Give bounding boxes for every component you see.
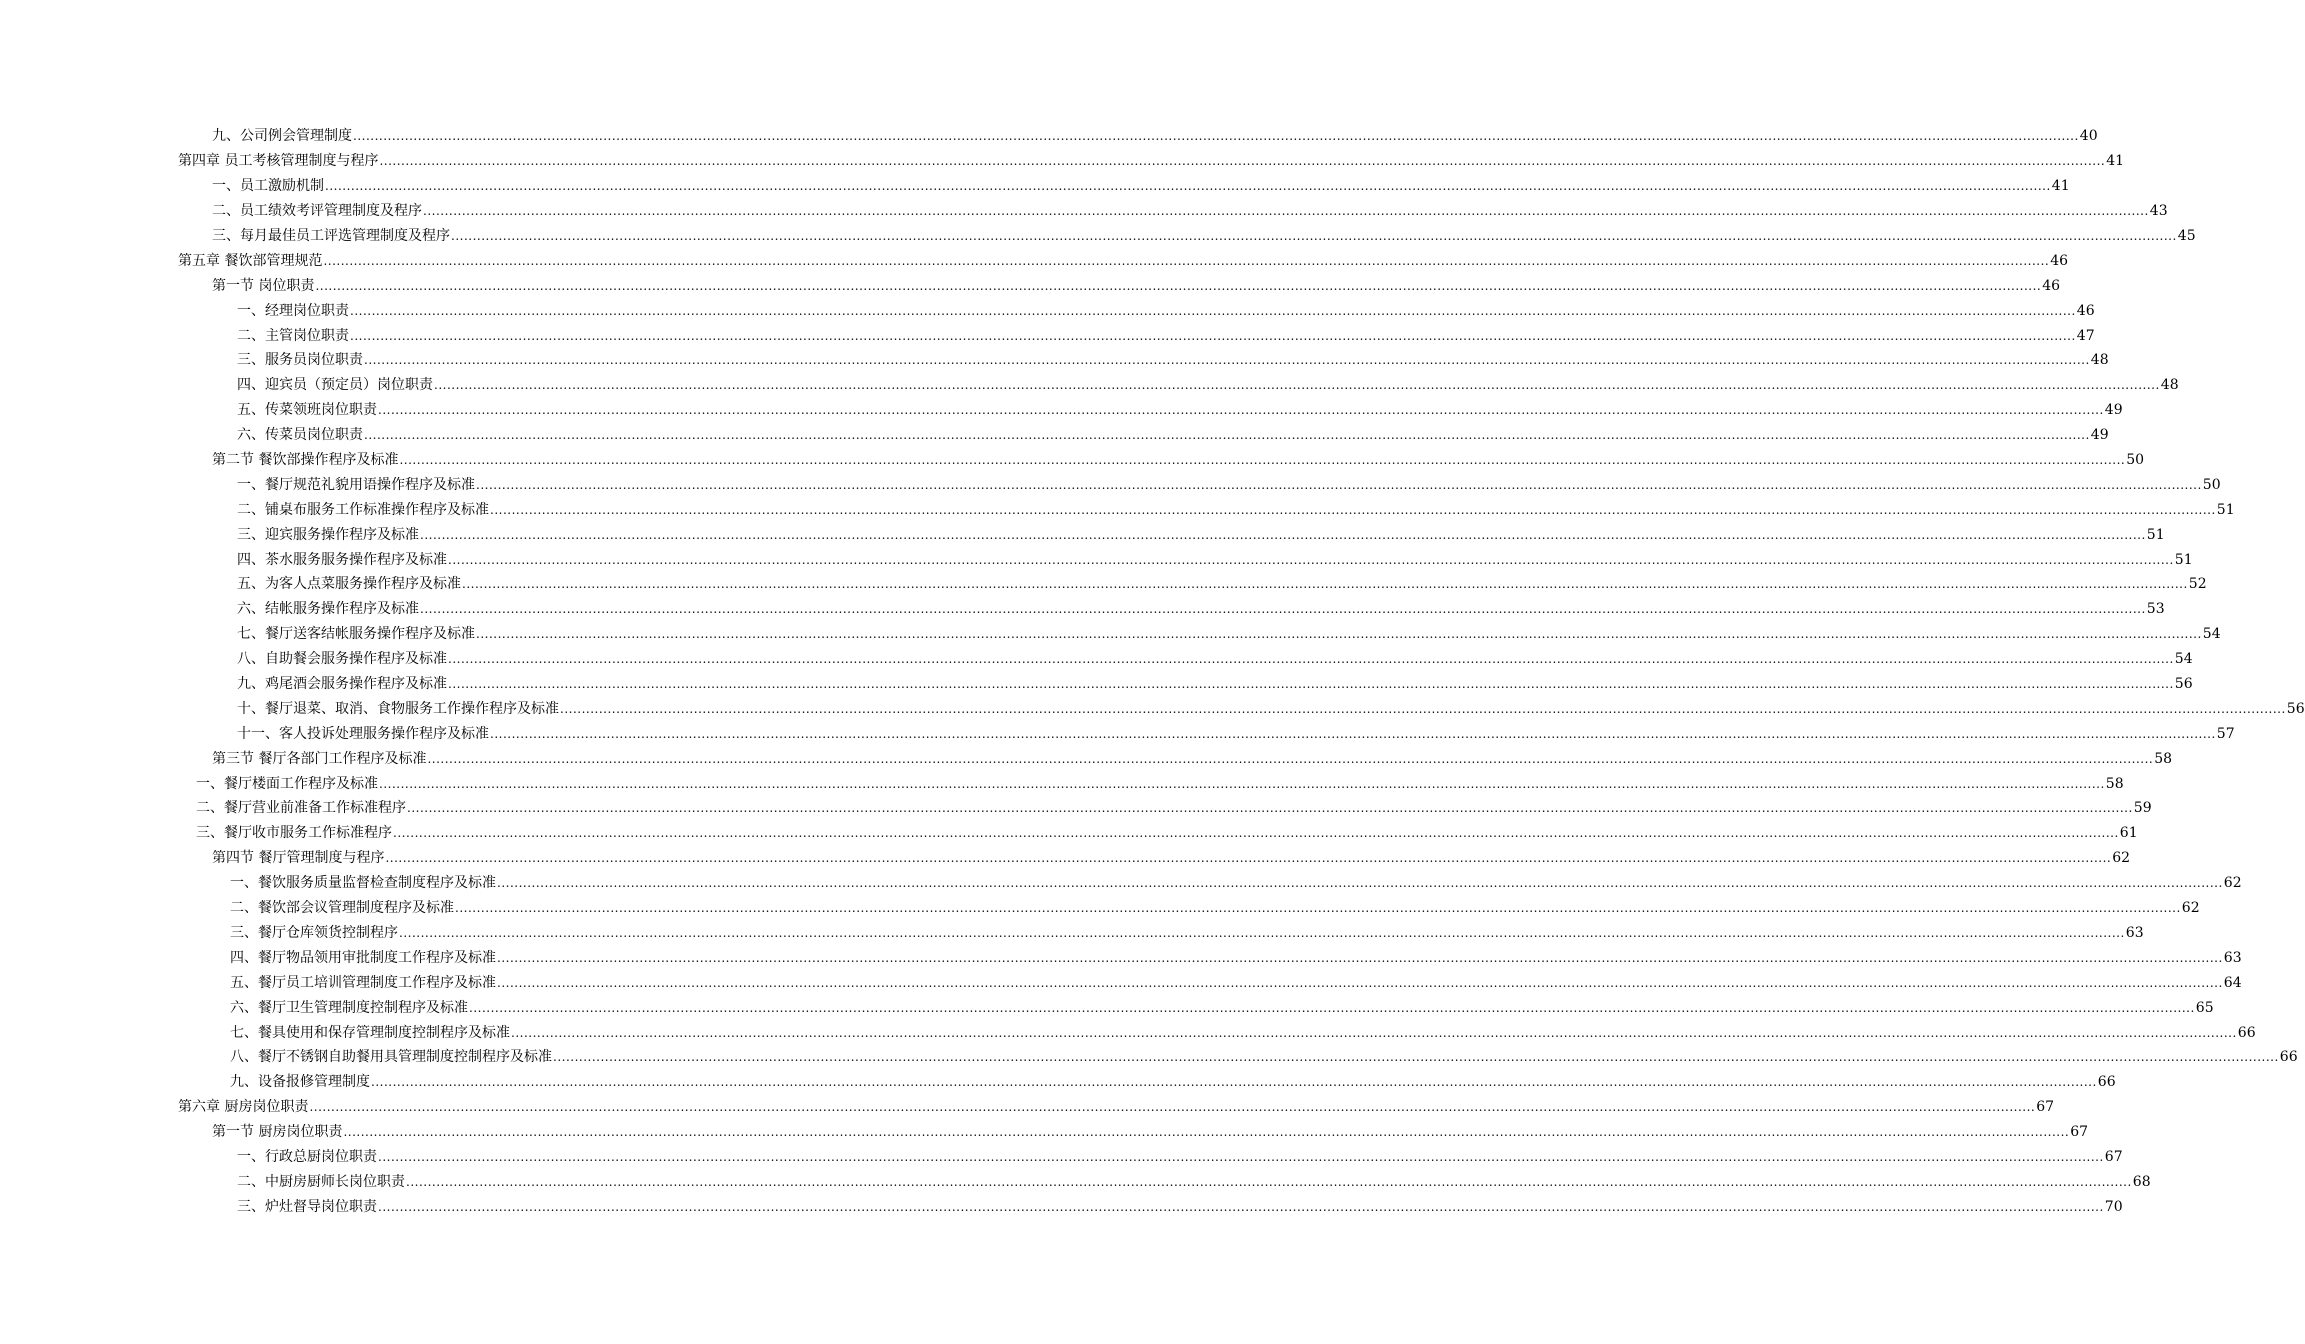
toc-page-number: 46	[2076, 302, 2095, 319]
toc-page-number: 47	[2076, 327, 2095, 344]
toc-dot-leader: ................................................................................................................................................................................................................................................................................................................................................................................................................	[378, 1199, 2104, 1214]
toc-dot-leader: ................................................................................................................................................................................................................................................................................................................................................................................................................	[379, 776, 2105, 791]
toc-page-number: 48	[2160, 377, 2179, 394]
toc-entry[interactable]	[0, 746, 2173, 771]
toc-page-number: 67	[2070, 1124, 2089, 1141]
toc-entry-title: 第六章 厨房岗位职责	[178, 1099, 309, 1116]
toc-entry[interactable]	[0, 323, 2095, 348]
toc-dot-leader: ................................................................................................................................................................................................................................................................................................................................................................................................................	[427, 751, 2154, 766]
toc-dot-leader: ................................................................................................................................................................................................................................................................................................................................................................................................................	[476, 627, 2202, 642]
toc-dot-leader: ................................................................................................................................................................................................................................................................................................................................................................................................................	[448, 652, 2174, 667]
toc-page-number: 66	[2237, 1024, 2256, 1041]
toc-entry[interactable]	[0, 970, 2242, 995]
toc-entry-title: 五、为客人点菜服务操作程序及标准	[237, 576, 461, 593]
toc-entry-title: 第二节 餐饮部操作程序及标准	[212, 452, 399, 469]
toc-entry-title: 八、自助餐会服务操作程序及标准	[237, 651, 447, 668]
toc-dot-leader: ................................................................................................................................................................................................................................................................................................................................................................................................................	[343, 1125, 2070, 1140]
toc-entry[interactable]	[0, 298, 2095, 323]
toc-page-number: 51	[2146, 526, 2165, 543]
toc-entry-title: 三、餐厅收市服务工作标准程序	[196, 825, 392, 842]
toc-dot-leader: ................................................................................................................................................................................................................................................................................................................................................................................................................	[378, 403, 2104, 418]
toc-dot-leader: ................................................................................................................................................................................................................................................................................................................................................................................................................	[315, 278, 2042, 293]
toc-page-number: 63	[2125, 924, 2144, 941]
toc-dot-leader: ................................................................................................................................................................................................................................................................................................................................................................................................................	[451, 229, 2177, 243]
toc-entry[interactable]	[0, 597, 2165, 622]
toc-dot-leader: ................................................................................................................................................................................................................................................................................................................................................................................................................	[497, 876, 2223, 891]
toc-entry[interactable]	[0, 921, 2144, 946]
toc-dot-leader: ................................................................................................................................................................................................................................................................................................................................................................................................................	[560, 701, 2286, 716]
toc-page-number: 59	[2133, 800, 2152, 817]
toc-entry[interactable]	[0, 796, 2152, 821]
toc-dot-leader: ................................................................................................................................................................................................................................................................................................................................................................................................................	[350, 303, 2076, 318]
toc-entry[interactable]	[0, 821, 2138, 846]
toc-dot-leader: ................................................................................................................................................................................................................................................................................................................................................................................................................	[353, 129, 2079, 144]
toc-entry[interactable]	[0, 696, 2305, 721]
toc-page-number: 64	[2223, 974, 2242, 991]
toc-entry-title: 四、茶水服务服务操作程序及标准	[237, 551, 447, 568]
toc-dot-leader: ................................................................................................................................................................................................................................................................................................................................................................................................................	[469, 1000, 2195, 1015]
toc-entry-title: 三、迎宾服务操作程序及标准	[237, 526, 419, 543]
toc-dot-leader: ................................................................................................................................................................................................................................................................................................................................................................................................................	[378, 1149, 2104, 1164]
toc-page-number: 51	[2174, 551, 2193, 568]
toc-entry-title: 二、餐厅营业前准备工作标准程序	[196, 800, 406, 817]
toc-dot-leader: ................................................................................................................................................................................................................................................................................................................................................................................................................	[476, 477, 2202, 492]
toc-entry-title: 九、鸡尾酒会服务操作程序及标准	[237, 676, 447, 693]
toc-page-number: 46	[2050, 252, 2069, 269]
toc-dot-leader: ................................................................................................................................................................................................................................................................................................................................................................................................................	[553, 1050, 2279, 1065]
toc-entry-title: 二、员工绩效考评管理制度及程序	[212, 203, 422, 220]
toc-page-number: 54	[2174, 651, 2193, 668]
toc-page-number: 51	[2216, 501, 2235, 518]
toc-dot-leader: ................................................................................................................................................................................................................................................................................................................................................................................................................	[379, 154, 2106, 169]
toc-entry-title: 七、餐具使用和保存管理制度控制程序及标准	[230, 1024, 510, 1041]
toc-page-number: 70	[2104, 1198, 2123, 1215]
toc-dot-leader: ................................................................................................................................................................................................................................................................................................................................................................................................................	[399, 925, 2125, 940]
toc-dot-leader: ................................................................................................................................................................................................................................................................................................................................................................................................................	[323, 253, 2050, 268]
toc-dot-leader: ................................................................................................................................................................................................................................................................................................................................................................................................................	[364, 428, 2090, 443]
toc-page-number: 50	[2126, 452, 2145, 469]
toc-dot-leader: ................................................................................................................................................................................................................................................................................................................................................................................................................	[309, 1100, 2036, 1115]
toc-entry-title: 二、铺桌布服务工作标准操作程序及标准	[237, 501, 489, 518]
toc-dot-leader: ................................................................................................................................................................................................................................................................................................................................................................................................................	[448, 677, 2174, 692]
toc-dot-leader: ................................................................................................................................................................................................................................................................................................................................................................................................................	[423, 204, 2149, 219]
toc-entry[interactable]	[0, 348, 2109, 373]
toc-entry-title: 六、传菜员岗位职责	[237, 427, 363, 444]
toc-entry-title: 第五章 餐饮部管理规范	[178, 252, 323, 269]
toc-entry[interactable]	[0, 522, 2165, 547]
toc-page-number: 56	[2286, 700, 2305, 717]
toc-dot-leader: ................................................................................................................................................................................................................................................................................................................................................................................................................	[420, 602, 2146, 617]
toc-entry[interactable]	[0, 871, 2242, 896]
toc-dot-leader: ................................................................................................................................................................................................................................................................................................................................................................................................................	[490, 726, 2216, 741]
toc-entry[interactable]	[0, 771, 2124, 796]
toc-entry-title: 二、餐饮部会议管理制度程序及标准	[230, 900, 454, 917]
toc-page-number: 67	[2036, 1099, 2055, 1116]
toc-entry-title: 一、餐厅楼面工作程序及标准	[196, 775, 378, 792]
toc-page-number: 62	[2223, 875, 2242, 892]
toc-entry[interactable]	[0, 248, 2069, 273]
toc-entry[interactable]	[0, 448, 2145, 473]
toc-page-number: 62	[2112, 850, 2131, 867]
toc-page-number: 52	[2188, 576, 2207, 593]
toc-entry[interactable]	[0, 199, 2168, 224]
toc-entry[interactable]	[0, 497, 2235, 522]
toc-dot-leader: ................................................................................................................................................................................................................................................................................................................................................................................................................	[393, 826, 2119, 841]
toc-page-number: 53	[2146, 601, 2165, 618]
toc-entry[interactable]	[0, 423, 2109, 448]
toc-dot-leader: ................................................................................................................................................................................................................................................................................................................................................................................................................	[462, 577, 2188, 592]
toc-entry[interactable]	[0, 945, 2242, 970]
toc-entry[interactable]	[0, 1095, 2055, 1120]
toc-entry-title: 一、员工激励机制	[212, 178, 324, 195]
toc-dot-leader: ................................................................................................................................................................................................................................................................................................................................................................................................................	[448, 552, 2174, 567]
toc-page-number: 41	[2051, 178, 2070, 195]
toc-entry[interactable]	[0, 1120, 2089, 1145]
toc-page-number: 46	[2042, 277, 2061, 294]
toc-entry[interactable]	[0, 1045, 2298, 1070]
toc-entry[interactable]	[0, 373, 2179, 398]
toc-page-number: 43	[2149, 203, 2168, 220]
toc-entry-title: 八、餐厅不锈钢自助餐用具管理制度控制程序及标准	[230, 1049, 552, 1066]
toc-entry-title: 六、餐厅卫生管理制度控制程序及标准	[230, 999, 468, 1016]
toc-entry-title: 一、餐厅规范礼貌用语操作程序及标准	[237, 476, 475, 493]
toc-entry-title: 三、炉灶督导岗位职责	[237, 1198, 377, 1215]
toc-entry[interactable]	[0, 647, 2193, 672]
toc-entry[interactable]	[0, 846, 2131, 871]
toc-page-number: 41	[2106, 153, 2125, 170]
toc-entry[interactable]	[0, 1020, 2256, 1045]
toc-entry-title: 九、公司例会管理制度	[212, 128, 352, 145]
toc-entry[interactable]	[0, 547, 2193, 572]
toc-page-number: 48	[2090, 352, 2109, 369]
toc-page-number: 49	[2090, 427, 2109, 444]
toc-page-number: 68	[2132, 1173, 2151, 1190]
toc-dot-leader: ................................................................................................................................................................................................................................................................................................................................................................................................................	[511, 1025, 2237, 1040]
toc-entry[interactable]	[0, 149, 2125, 174]
toc-page-number: 40	[2079, 128, 2098, 145]
toc-entry-title: 一、经理岗位职责	[237, 302, 349, 319]
toc-dot-leader: ................................................................................................................................................................................................................................................................................................................................................................................................................	[420, 527, 2146, 542]
toc-page-number: 57	[2216, 725, 2235, 742]
toc-entry[interactable]	[0, 224, 2196, 249]
toc-page-number: 67	[2104, 1148, 2123, 1165]
toc-page-number: 58	[2105, 775, 2124, 792]
toc-dot-leader: ................................................................................................................................................................................................................................................................................................................................................................................................................	[434, 378, 2160, 393]
toc-page-number: 61	[2119, 825, 2138, 842]
toc-entry-title: 十一、客人投诉处理服务操作程序及标准	[237, 725, 489, 742]
toc-page-number: 50	[2202, 476, 2221, 493]
toc-entry[interactable]	[0, 273, 2061, 298]
toc-entry-title: 第四章 员工考核管理制度与程序	[178, 153, 379, 170]
toc-entry-title: 七、餐厅送客结帐服务操作程序及标准	[237, 626, 475, 643]
toc-dot-leader: ................................................................................................................................................................................................................................................................................................................................................................................................................	[371, 1075, 2097, 1090]
toc-entry-title: 九、设备报修管理制度	[230, 1074, 370, 1091]
toc-entry-title: 十、餐厅退菜、取消、食物服务工作操作程序及标准	[237, 700, 559, 717]
toc-entry[interactable]	[0, 572, 2207, 597]
toc-dot-leader: ................................................................................................................................................................................................................................................................................................................................................................................................................	[497, 975, 2223, 990]
toc-dot-leader: ................................................................................................................................................................................................................................................................................................................................................................................................................	[455, 901, 2181, 916]
table-of-contents	[0, 124, 2305, 1219]
toc-entry[interactable]	[0, 721, 2235, 746]
toc-dot-leader: ................................................................................................................................................................................................................................................................................................................................................................................................................	[406, 1174, 2132, 1189]
toc-entry-title: 第一节 岗位职责	[212, 277, 315, 294]
toc-page-number: 65	[2195, 999, 2214, 1016]
toc-entry-title: 第四节 餐厅管理制度与程序	[212, 850, 385, 867]
toc-entry-title: 四、餐厅物品领用审批制度工作程序及标准	[230, 949, 496, 966]
toc-entry[interactable]	[0, 174, 2070, 199]
toc-entry[interactable]	[0, 1194, 2123, 1219]
toc-page-number: 66	[2097, 1074, 2116, 1091]
toc-entry[interactable]	[0, 472, 2221, 497]
toc-page-number: 56	[2174, 676, 2193, 693]
toc-entry[interactable]	[0, 995, 2214, 1020]
toc-entry[interactable]	[0, 896, 2200, 921]
toc-dot-leader: ................................................................................................................................................................................................................................................................................................................................................................................................................	[364, 353, 2090, 368]
toc-entry-title: 一、行政总厨岗位职责	[237, 1148, 377, 1165]
toc-page-number: 63	[2223, 949, 2242, 966]
toc-entry[interactable]	[0, 1169, 2151, 1194]
toc-entry-title: 三、餐厅仓库领货控制程序	[230, 924, 398, 941]
toc-entry-title: 二、主管岗位职责	[237, 327, 349, 344]
toc-entry-title: 二、中厨房厨师长岗位职责	[237, 1173, 405, 1190]
toc-entry[interactable]	[0, 398, 2123, 423]
toc-page-number: 45	[2177, 228, 2196, 244]
toc-page-number: 58	[2154, 750, 2173, 767]
toc-entry-title: 三、每月最佳员工评选管理制度及程序	[212, 228, 450, 244]
toc-dot-leader: ................................................................................................................................................................................................................................................................................................................................................................................................................	[490, 502, 2216, 517]
toc-entry[interactable]	[0, 622, 2221, 647]
toc-dot-leader: ................................................................................................................................................................................................................................................................................................................................................................................................................	[497, 950, 2223, 965]
toc-entry-title: 第一节 厨房岗位职责	[212, 1124, 343, 1141]
toc-dot-leader: ................................................................................................................................................................................................................................................................................................................................................................................................................	[385, 851, 2112, 866]
toc-entry-title: 第三节 餐厅各部门工作程序及标准	[212, 750, 427, 767]
toc-entry[interactable]	[0, 1070, 2116, 1095]
toc-dot-leader: ................................................................................................................................................................................................................................................................................................................................................................................................................	[399, 453, 2126, 468]
toc-page-number: 62	[2181, 900, 2200, 917]
toc-entry-title: 四、迎宾员（预定员）岗位职责	[237, 377, 433, 394]
toc-dot-leader: ................................................................................................................................................................................................................................................................................................................................................................................................................	[350, 328, 2076, 343]
toc-entry-title: 五、传菜领班岗位职责	[237, 402, 377, 419]
toc-dot-leader: ................................................................................................................................................................................................................................................................................................................................................................................................................	[407, 801, 2133, 816]
toc-entry[interactable]	[0, 124, 2098, 149]
toc-entry-title: 五、餐厅员工培训管理制度工作程序及标准	[230, 974, 496, 991]
toc-entry-title: 一、餐饮服务质量监督检查制度程序及标准	[230, 875, 496, 892]
toc-page-number: 66	[2279, 1049, 2298, 1066]
toc-entry[interactable]	[0, 1145, 2123, 1170]
toc-entry-title: 三、服务员岗位职责	[237, 352, 363, 369]
toc-entry[interactable]	[0, 672, 2193, 697]
toc-page-number: 54	[2202, 626, 2221, 643]
toc-entry-title: 六、结帐服务操作程序及标准	[237, 601, 419, 618]
toc-page-number: 49	[2104, 402, 2123, 419]
toc-dot-leader: ................................................................................................................................................................................................................................................................................................................................................................................................................	[325, 179, 2051, 194]
